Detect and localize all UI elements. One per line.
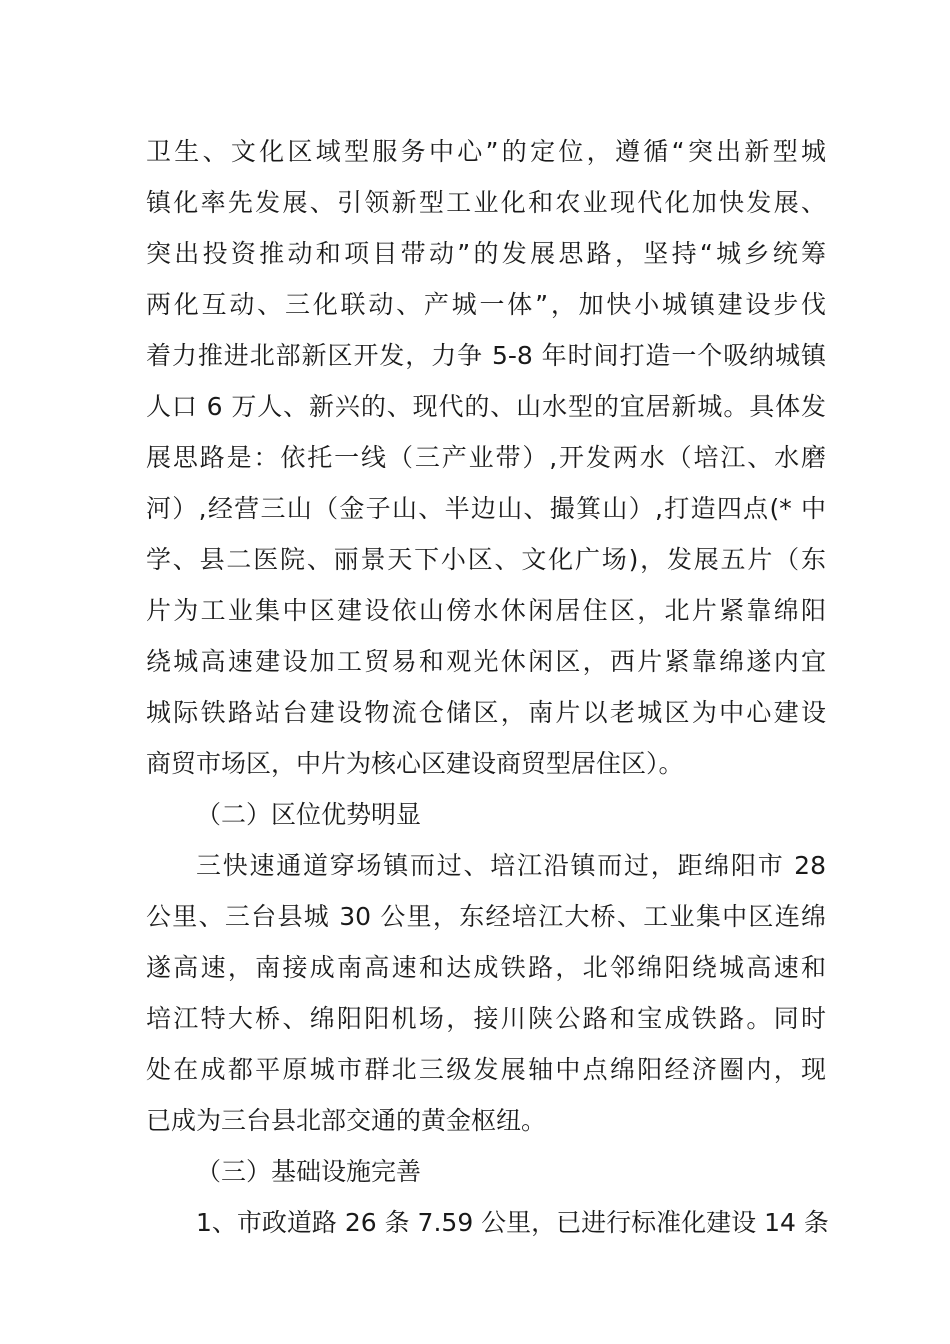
paragraph-line: 商贸市场区，中片为核心区建设商贸型居住区）。 [146,749,684,778]
paragraph-line: 城际铁路站台建设物流仓储区，南片以老城区为中心建设 [146,698,826,727]
paragraph-line: 片为工业集中区建设依山傍水休闲居住区，北片紧靠绵阳 [146,596,826,625]
paragraph-line: 河）,经营三山（金子山、半边山、撮箕山）,打造四点(* 中 [146,494,826,523]
paragraph-line: 着力推进北部新区开发，力争 5-8 年时间打造一个吸纳城镇 [146,341,826,370]
paragraph-line: 展思路是：依托一线（三产业带）,开发两水（培江、水磨 [146,443,826,472]
paragraph-line: 两化互动、三化联动、产城一体”，加快小城镇建设步伐 [146,290,826,319]
paragraph-line: 处在成都平原城市群北三级发展轴中点绵阳经济圈内，现 [146,1055,826,1084]
paragraph-line: 镇化率先发展、引领新型工业化和农业现代化加快发展、 [146,188,826,217]
paragraph-line: 人口 6 万人、新兴的、现代的、山水型的宜居新城。具体发 [146,392,826,421]
section-heading: （三）基础设施完善 [196,1157,422,1186]
paragraph-line: 绕城高速建设加工贸易和观光休闲区，西片紧靠绵遂内宜 [146,647,826,676]
paragraph-line: 培江特大桥、绵阳阳机场，接川陕公路和宝成铁路。同时 [146,1004,826,1033]
paragraph-line: 已成为三台县北部交通的黄金枢纽。 [146,1106,547,1135]
paragraph-line: 卫生、文化区域型服务中心”的定位，遵循“突出新型城 [146,137,826,166]
paragraph-line: 三快速通道穿场镇而过、培江沿镇而过，距绵阳市 28 [196,851,826,880]
paragraph-line: 公里、三台县城 30 公里，东经培江大桥、工业集中区连绵 [146,902,826,931]
section-heading: （二）区位优势明显 [196,800,422,829]
paragraph-line: 遂高速，南接成南高速和达成铁路，北邻绵阳绕城高速和 [146,953,826,982]
paragraph-line: 1、市政道路 26 条 7.59 公里，已进行标准化建设 14 条 [196,1208,829,1237]
paragraph-line: 学、县二医院、丽景天下小区、文化广场)，发展五片（东 [146,545,826,574]
paragraph-line: 突出投资推动和项目带动”的发展思路，坚持“城乡统筹 [146,239,826,268]
